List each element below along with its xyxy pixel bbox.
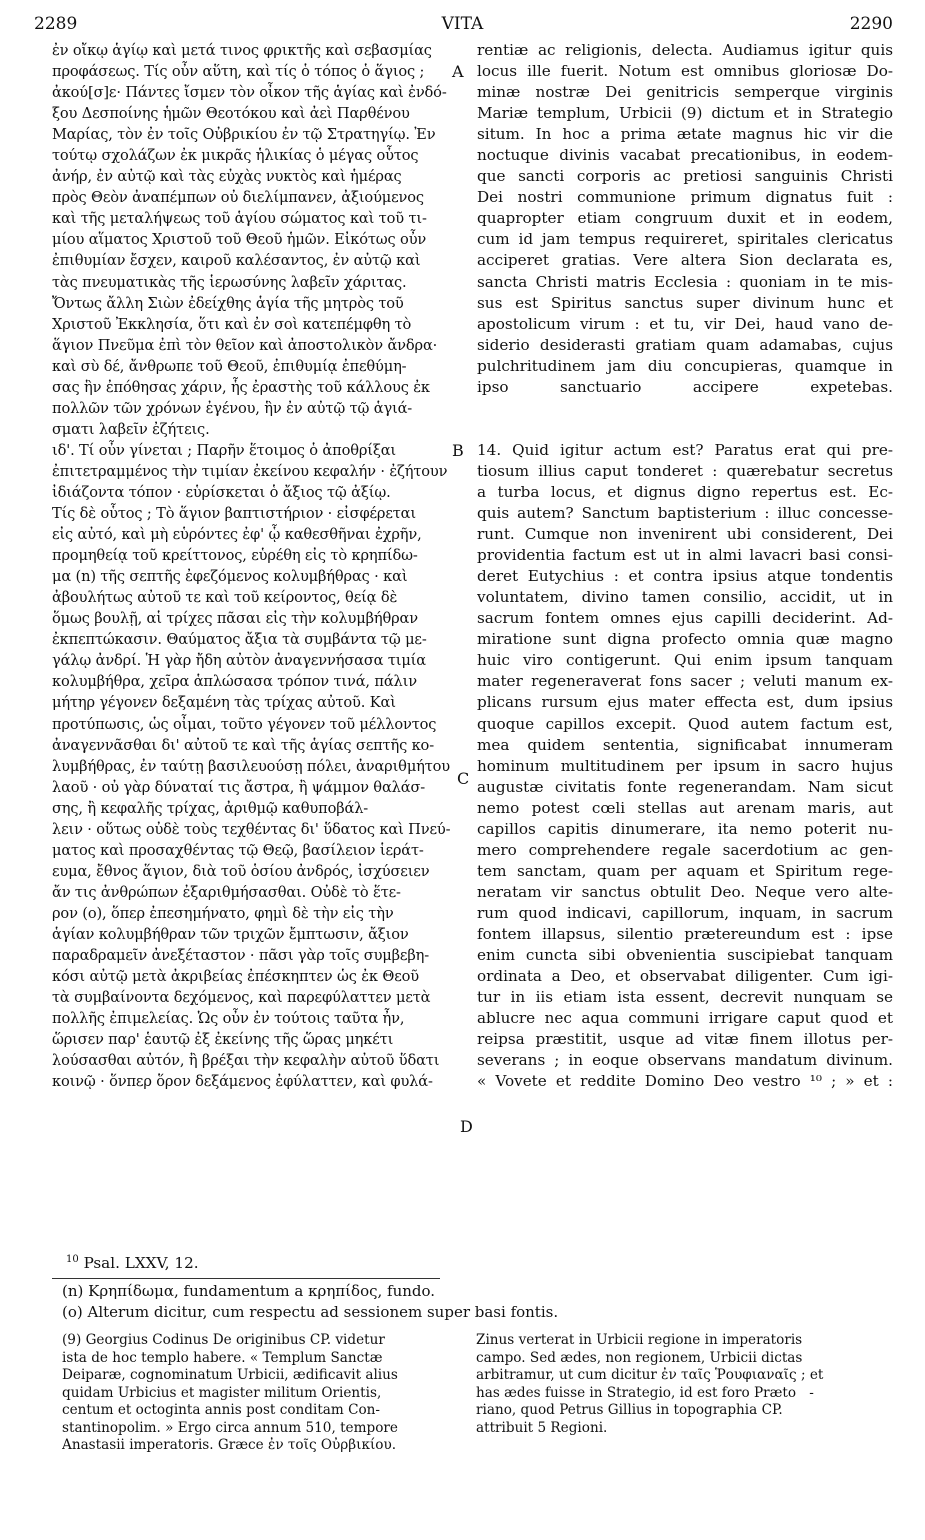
greek-text-line: ἀκού[σ]ε· Πάντες ἴσμεν τὸν οἶκον τῆς ἁγίας καὶ ἐνδό- xyxy=(52,84,447,102)
latin-text-line: mater regeneraverat fons sacer ; veluti manum ex- xyxy=(477,672,893,691)
footnote-line: stantinopolim. » Ergo circa annum 510, tempore xyxy=(62,1419,398,1436)
greek-text-line: τὰ συμβαίνοντα δεχόμενος, καὶ παρεφύλαττεν μετὰ xyxy=(52,989,431,1007)
greek-text-line: λούσασθαι αὐτόν, ἢ βρέξαι τὴν κεφαλὴν αὐτοῦ ὕδατι xyxy=(52,1052,440,1070)
latin-text-line: Dei nostri communione primum dignatus fuit : xyxy=(477,188,893,207)
footnote-line: campo. Sed ædes, non regionem, Urbicii dictas xyxy=(476,1349,803,1366)
greek-text-line: μίου αἵματος Χριστοῦ τοῦ Θεοῦ ἡμῶν. Εἰκότως οὖν xyxy=(52,231,427,249)
note-n: (n) Κρηπίδωμα, fundamentum a κρηπίδος, fundo. xyxy=(62,1282,436,1300)
greek-text-line: ἀναγεννᾶσθαι δι' αὐτοῦ τε καὶ τῆς ἁγίας σεπτῆς κο- xyxy=(52,736,434,754)
latin-text-line: Mariæ templum, Urbicii (9) dictum et in Strategio xyxy=(477,104,893,123)
page-number-right: 2290 xyxy=(849,14,893,34)
greek-text-line: ματος καὶ προσαχθέντας τῷ Θεῷ, βασίλειον ἱεράτ- xyxy=(52,841,424,859)
latin-text-line: noctuque divinis vacabat precationibus, in eodem- xyxy=(477,146,893,165)
greek-text-line: κοινῷ · ὅνπερ ὅρον δεξάμενος ἐφύλαττεν, καὶ φυλά- xyxy=(52,1073,433,1091)
greek-text-line: ἅγιον Πνεῦμα ἐπὶ τὸν θεῖον καὶ ἀποστολικὸν ἄνδρα· xyxy=(52,336,438,354)
greek-text-line: λυμβήθρας, ἐν ταύτῃ βασιλευούσῃ πόλει, ἀναριθμήτου xyxy=(52,757,450,775)
footnote-line: Anastasii imperatoris. Græce ἐν τοῖς Οὐρβικίου. xyxy=(62,1437,397,1453)
latin-text-line: quoque capillos excepit. Quod autem factum est, xyxy=(477,714,893,733)
footnote-9-right-column xyxy=(476,1332,896,1437)
scripture-footnote xyxy=(66,1254,199,1272)
latin-text-line: tiosum illius caput tonderet : quærebatur secretus xyxy=(477,461,893,480)
footnote-line: attribuit 5 Regioni. xyxy=(476,1419,608,1436)
greek-text-line: πολλῶν τῶν χρόνων ἐγένου, ἣν ἐν αὐτῷ τῷ ἁγιά- xyxy=(52,399,413,417)
footnote-text: Psal. LXXV, 12. xyxy=(83,1254,199,1273)
greek-text-line: προτύπωσις, ὡς οἶμαι, τοῦτο γέγονεν τοῦ μέλλοντος xyxy=(52,715,437,733)
page-number-left: 2289 xyxy=(34,14,78,34)
latin-text-column xyxy=(477,40,893,1092)
greek-text-line: ξου Δεσποίνης ἡμῶν Θεοτόκου καὶ ἀεὶ Παρθένου xyxy=(52,105,410,123)
running-title: VITA xyxy=(441,14,484,34)
latin-text-line: situm. In hoc a prima ætate magnus hic vir die xyxy=(477,125,893,144)
latin-text-line: hominum multitudinem per ipsum in sacro hujus xyxy=(477,756,893,775)
greek-text-line: ἀβουλήτως αὐτοῦ τε καὶ τοῦ κείροντος, θείᾳ δὲ xyxy=(52,589,398,607)
greek-text-line: Μαρίας, τὸν ἐν τοῖς Οὐβρικίου ἐν τῷ Στρατηγίῳ. Ἐν xyxy=(52,126,436,144)
latin-text-line: mero comprehendere regale sacerdotium ac gen- xyxy=(477,840,893,859)
latin-text-line: capillos capitis dinumerare, ita nemo poterit nu- xyxy=(477,819,893,838)
latin-text-line: severans ; in eoque observans mandatum divinum. xyxy=(477,1051,893,1070)
greek-text-line: μα (n) τῆς σεπτῆς ἐφεζόμενος κολυμβήθρας · καὶ xyxy=(52,568,408,586)
latin-text-line: acciperet gratias. Vere altera Sion declarata es, xyxy=(477,251,893,270)
latin-text-line: rum quod indicavi, capillorum, inquam, in sacrum xyxy=(477,903,893,922)
footnote-line: riano, quod Petrus Gillius in topographia CP. xyxy=(476,1402,783,1418)
greek-text-line: πολλῆς ἐπιμελείας. Ὡς οὖν ἐν τούτοις ταῦτα ἦν, xyxy=(52,1010,405,1028)
latin-text-line: minæ nostræ Dei genitricis semperque virginis xyxy=(477,83,893,102)
margin-marker-d: D xyxy=(460,1117,473,1136)
greek-text-line: ἰδιάζοντα τόπον · εὑρίσκεται ὁ ἄξιος τῷ ἀξίῳ. xyxy=(52,483,391,501)
latin-text-line xyxy=(477,398,893,419)
margin-marker-c: C xyxy=(457,769,470,788)
latin-text-line: ipso sanctuario accipere expetebas. xyxy=(477,377,893,396)
latin-text-line: ablucre nec aqua communi irrigare caput quod et xyxy=(477,1009,893,1028)
greek-text-line: ἐπιθυμίαν ἔσχεν, καιροῦ καλέσαντος, ἐν αὐτῷ καὶ xyxy=(52,252,421,270)
latin-text-line: runt. Cumque non invenirent ubi considerent, Dei xyxy=(477,525,893,544)
greek-text-line: ρον (o), ὅπερ ἐπεσημήνατο, φημὶ δὲ τὴν εἰς τὴν xyxy=(52,904,394,922)
latin-text-line: plicans rursum ejus mater effecta est, dum ipsius xyxy=(477,693,893,712)
latin-text-line: rentiæ ac religionis, delecta. Audiamus igitur quis xyxy=(477,41,893,59)
latin-text-line: fontem illapsus, silentio prætereundum est : ipse xyxy=(477,924,893,943)
greek-text-line: σας ἣν ἐπόθησας χάριν, ἧς ἐραστὴς τοῦ κάλλους ἐκ xyxy=(52,378,430,396)
greek-text-line: ιδ'. Τί οὖν γίνεται ; Παρῆν ἕτοιμος ὁ ἀποθρίξαι xyxy=(52,441,397,459)
greek-text-line: λειν · οὕτως οὐδὲ τοὺς τεχθέντας δι' ὕδατος καὶ Πνεύ- xyxy=(52,820,450,838)
greek-text-line: κολυμβήθρα, χεῖρα ἁπλώσασα τρόπον τινά, πάλιν xyxy=(52,673,417,691)
greek-text-line: Ὄντως ἄλλη Σιὼν ἐδείχθης ἁγία τῆς μητρὸς τοῦ xyxy=(52,294,404,312)
greek-text-line: εἰς αὐτό, καὶ μὴ εὑρόντες ἐφ' ᾧ καθεσθῆναι ἐχρῆν, xyxy=(52,526,422,544)
note-o: (o) Alterum dicitur, cum respectu ad sessionem super basi fontis. xyxy=(62,1303,559,1321)
greek-text-line: παραδραμεῖν ἀνεξέταστον · πᾶσι γὰρ τοῖς συμβεβη- xyxy=(52,947,429,965)
latin-text-line: mea quidem sententia, significabat innumeram xyxy=(477,735,893,754)
footnote-line: has ædes fuisse in Strategio, id est foro Prætoﾠ- xyxy=(476,1384,814,1401)
latin-text-line: quapropter etiam congruum duxit et in eodem, xyxy=(477,209,893,228)
latin-text-line: apostolicum virum : et tu, vir Dei, haud vano de- xyxy=(477,314,893,333)
greek-text-line: Χριστοῦ Ἐκκλησία, ὅτι καὶ ἐν σοὶ κατεπέμφθη τὸ xyxy=(52,315,412,333)
latin-text-line: tur in iis etiam ista essent, decrevit nunquam se xyxy=(477,988,893,1007)
latin-text-line: deret Eutychius : et contra ipsius atque tondentis xyxy=(477,567,893,586)
greek-text-line: ἐν οἴκῳ ἁγίῳ καὶ μετά τινος φρικτῆς καὶ σεβασμίας xyxy=(52,42,432,59)
margin-marker-a: A xyxy=(452,62,464,81)
latin-text-line: neratam vir sanctus obtulit Deo. Neque vero alte- xyxy=(477,882,893,901)
greek-text-line: ευμα, ἔθνος ἅγιον, διὰ τοῦ ὁσίου ἀνδρός, ἰσχύσειεν xyxy=(52,862,430,880)
greek-text-line: προφάσεως. Τίς οὖν αὕτη, καὶ τίς ὁ τόπος ὁ ἅγιος ; xyxy=(52,63,425,81)
latin-text-line: miratione sunt digna profecto omnia quæ magno xyxy=(477,630,893,649)
greek-text-line: καὶ τῆς μεταλήψεως τοῦ ἁγίου σώματος καὶ τοῦ τι- xyxy=(52,210,427,228)
latin-text-line: tem sanctam, quam per aquam et Spiritum rege- xyxy=(477,861,893,880)
footnote-line: (9) Georgius Codinus De originibus CP. videtur xyxy=(62,1332,385,1348)
greek-text-line: πρὸς Θεὸν ἀναπέμπων οὐ διελίμπανεν, ἀξιούμενος xyxy=(52,189,424,207)
greek-text-line: σης, ἢ κεφαλῆς τρίχας, ἀριθμῷ καθυποβάλ- xyxy=(52,799,369,817)
latin-text-line: cum id jam tempus requireret, spiritales clericatus xyxy=(477,230,893,249)
greek-text-line: ἄν τις ἀνθρώπων ἐξαριθμήσασθαι. Οὐδὲ τὸ ἕτε- xyxy=(52,883,401,901)
footnote-line: centum et octoginta annis post conditam Con- xyxy=(62,1402,381,1418)
latin-text-line: sacrum fontem omnes ejus capilli deciderint. Ad- xyxy=(477,609,893,628)
latin-text-line: quis autem? Sanctum baptisterium : illuc concesse- xyxy=(477,504,893,523)
latin-text-line: locus ille fuerit. Notum est omnibus gloriosæ Do- xyxy=(477,62,893,81)
greek-text-line: ὅμως βουλῇ, αἱ τρίχες πᾶσαι εἰς τὴν κολυμβήθραν xyxy=(52,610,418,628)
latin-text-line: que sancti corporis ac pretiosi sanguinis Christi xyxy=(477,167,893,186)
greek-text-column xyxy=(52,40,450,1092)
greek-text-line: ἐπιτετραμμένος τὴν τιμίαν ἐκείνου κεφαλήν · ἐζήτουν xyxy=(52,462,448,480)
greek-text-line: κόσι αὐτῷ μετὰ ἀκριβείας ἐπέσκηπτεν ὡς ἐκ Θεοῦ xyxy=(52,968,419,986)
greek-text-line: Τίς δὲ οὗτος ; Τὸ ἅγιον βαπτιστήριον · εἰσφέρεται xyxy=(52,505,416,523)
footnote-divider xyxy=(52,1278,440,1279)
latin-text-line xyxy=(477,419,893,440)
greek-text-line: σματι λαβεῖν ἐζήτεις. xyxy=(52,420,210,438)
latin-text-line: 14. Quid igitur actum est? Paratus erat qui pre- xyxy=(477,440,893,459)
footnote-line: arbitramur, ut cum dicitur ἐν ταῖς Ῥουφιαναῖς ; et xyxy=(476,1367,824,1383)
greek-text-line: ἐκπεπτώκασιν. Θαύματος ἄξια τὰ συμβάντα τῷ με- xyxy=(52,631,427,649)
greek-text-line: τούτῳ σχολάζων ἐκ μικρᾶς ἡλικίας ὁ μέγας οὗτος xyxy=(52,147,419,165)
footnote-line: Deiparæ, cognominatum Urbicii, ædificavit alius xyxy=(62,1367,398,1383)
footnote-mark: 10 xyxy=(66,1254,79,1265)
greek-text-line: λαοῦ · οὐ γὰρ δύναταί τις ἄστρα, ἢ ψάμμον θαλάσ- xyxy=(52,778,426,796)
greek-text-line: ἁγίαν κολυμβήθραν τῶν τριχῶν ἔμπτωσιν, ἄξιον xyxy=(52,925,409,943)
footnote-9-left-column xyxy=(62,1332,442,1455)
greek-text-line: γάλῳ ἀνδρί. Ἡ γὰρ ἤδη αὐτὸν ἀναγεννήσασα τιμία xyxy=(52,652,426,670)
latin-text-line: siderio desiderasti gratiam quam adamabas, cujus xyxy=(477,335,893,354)
latin-text-line: voluntatem, divino tamen consilio, accidit, ut in xyxy=(477,588,893,607)
latin-text-line: reipsa præstitit, usque ad vitæ finem illotus per- xyxy=(477,1030,893,1049)
latin-text-line: a turba locus, et dignus digno repertus est. Ec- xyxy=(477,482,893,501)
latin-text-line: huic viro contigerunt. Qui enim ipsum tanquam xyxy=(477,651,893,670)
greek-text-line: ἀνήρ, ἐν αὐτῷ καὶ τὰς εὐχὰς νυκτὸς καὶ ἡμέρας xyxy=(52,168,402,186)
latin-text-line: ordinata a Deo, et observabat diligenter. Cum igi- xyxy=(477,967,893,986)
latin-text-line: providentia factum est ut in almi lavacri basi consi- xyxy=(477,546,893,565)
latin-text-line: nemo potest cœli stellas aut arenam maris, aut xyxy=(477,798,893,817)
greek-text-line: ὥρισεν παρ' ἑαυτῷ ἐξ ἐκείνης τῆς ὥρας μηκέτι xyxy=(52,1031,394,1049)
latin-text-line: augustæ civitatis fonte regenerandam. Nam sicut xyxy=(477,777,893,796)
greek-text-line: μήτηρ γέγονεν δεξαμένη τὰς τρίχας αὐτοῦ. Καὶ xyxy=(52,694,396,712)
greek-text-line: τὰς πνευματικὰς τῆς ἱερωσύνης λαβεῖν χάριτας. xyxy=(52,273,407,291)
latin-text-line: enim cuncta sibi obvenientia suscipiebat tanquam xyxy=(477,946,893,965)
margin-marker-b: B xyxy=(452,441,464,460)
latin-text-line: pulchritudinem jam diu concupieras, quamque in xyxy=(477,356,893,375)
greek-text-line: προμηθείᾳ τοῦ κρείττονος, εὑρέθη εἰς τὸ κρηπίδω- xyxy=(52,547,418,565)
footnote-line: Zinus verterat in Urbicii regione in imperatoris xyxy=(476,1332,803,1348)
latin-text-line: « Vovete et reddite Domino Deo vestro ¹⁰ ; » et : xyxy=(477,1072,893,1091)
latin-text-line: sancta Christi matris Ecclesia : quoniam in te mis- xyxy=(477,272,893,291)
latin-text-line: sus est Spiritus sanctus super divinum hunc et xyxy=(477,293,893,312)
greek-text-line: καὶ σὺ δέ, ἄνθρωπε τοῦ Θεοῦ, ἐπιθυμίᾳ ἐπεθύμη- xyxy=(52,357,407,375)
footnote-line: ista de hoc templo habere. « Templum Sanctæ xyxy=(62,1349,383,1366)
footnote-line: quidam Urbicius et magister militum Orientis, xyxy=(62,1384,382,1401)
